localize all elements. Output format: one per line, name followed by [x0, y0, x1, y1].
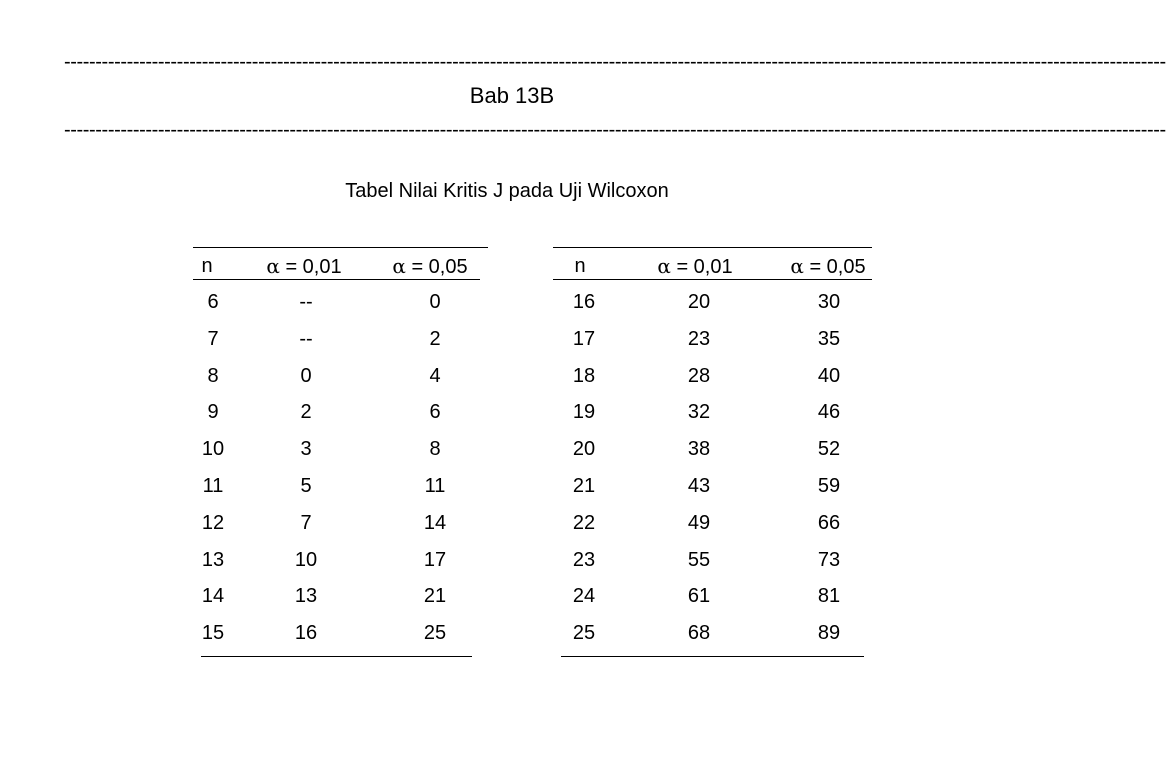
cell-alpha-001: -- [299, 291, 313, 313]
cell-alpha-005: 73 [817, 548, 841, 571]
cell-alpha-001: 10 [294, 548, 318, 571]
cell-alpha-005: 8 [429, 438, 441, 461]
cell-n: 16 [572, 291, 596, 313]
cell-alpha-001: 61 [687, 585, 711, 608]
cell-alpha-001: 32 [687, 401, 711, 424]
cell-alpha-001: 68 [687, 622, 711, 645]
cell-alpha-005: 11 [424, 475, 446, 497]
cell-alpha-001: 38 [687, 438, 711, 461]
page-heading: Bab 13B [469, 83, 555, 108]
cell-n: 25 [572, 622, 596, 645]
cell-n: 6 [207, 291, 219, 313]
cell-alpha-005: 81 [817, 585, 841, 608]
left-table-header-rule [193, 279, 480, 280]
right-table-header-rule [553, 279, 872, 280]
header-n: n [201, 255, 213, 277]
cell-alpha-005: 46 [817, 401, 841, 424]
cell-alpha-005: 66 [817, 511, 841, 534]
cell-alpha-001: 2 [300, 401, 312, 424]
cell-alpha-001: 20 [687, 291, 711, 313]
cell-n: 17 [572, 327, 596, 350]
cell-n: 12 [201, 511, 225, 534]
left-table-top-rule [193, 247, 488, 248]
cell-alpha-001: 7 [300, 511, 312, 534]
cell-alpha-005: 17 [423, 548, 447, 571]
cell-alpha-001: 16 [294, 622, 318, 645]
cell-alpha-001: 43 [687, 475, 711, 497]
cell-n: 21 [572, 475, 596, 497]
header-alpha-001: α = 0,01 [266, 254, 342, 278]
cell-alpha-001: 13 [294, 585, 318, 608]
right-table-top-rule [553, 247, 872, 248]
cell-alpha-005: 14 [423, 511, 447, 534]
cell-n: 11 [202, 475, 224, 497]
cell-alpha-005: 25 [423, 622, 447, 645]
cell-n: 15 [201, 622, 225, 645]
dashed-separator-top: -------------------------------------------------------------------------------------------------------------------------------------------------------------------------------- [64, 51, 1166, 73]
header-alpha-001: α = 0,01 [657, 254, 733, 278]
cell-alpha-001: 3 [300, 438, 312, 461]
cell-n: 8 [207, 364, 219, 387]
cell-alpha-001: -- [299, 327, 313, 350]
cell-n: 7 [207, 327, 219, 350]
cell-n: 22 [572, 511, 596, 534]
cell-alpha-001: 55 [687, 548, 711, 571]
right-table-bottom-rule [561, 656, 864, 657]
cell-alpha-001: 0 [300, 364, 312, 387]
cell-alpha-005: 2 [429, 327, 441, 350]
cell-n: 19 [572, 401, 596, 424]
cell-n: 18 [572, 364, 596, 387]
dashed-separator-bottom: -------------------------------------------------------------------------------------------------------------------------------------------------------------------------------- [64, 119, 1166, 141]
cell-alpha-005: 89 [817, 622, 841, 645]
cell-n: 23 [572, 548, 596, 571]
cell-alpha-001: 23 [687, 327, 711, 350]
cell-alpha-001: 49 [687, 511, 711, 534]
cell-alpha-005: 30 [817, 291, 841, 313]
cell-n: 14 [201, 585, 225, 608]
cell-n: 13 [201, 548, 225, 571]
table-title: Tabel Nilai Kritis J pada Uji Wilcoxon [345, 180, 669, 202]
cell-alpha-005: 35 [817, 327, 841, 350]
cell-n: 24 [572, 585, 596, 608]
cell-alpha-005: 52 [817, 438, 841, 461]
cell-alpha-001: 28 [687, 364, 711, 387]
header-alpha-005: α = 0,05 [392, 254, 468, 278]
cell-alpha-005: 40 [817, 364, 841, 387]
header-alpha-005: α = 0,05 [790, 254, 866, 278]
header-n: n [574, 255, 586, 277]
cell-n: 20 [572, 438, 596, 461]
cell-alpha-005: 21 [423, 585, 447, 608]
cell-alpha-001: 5 [300, 475, 312, 497]
cell-alpha-005: 6 [429, 401, 441, 424]
cell-n: 9 [207, 401, 219, 424]
left-table-bottom-rule [201, 656, 472, 657]
cell-n: 10 [201, 438, 225, 461]
cell-alpha-005: 4 [429, 364, 441, 387]
cell-alpha-005: 0 [429, 291, 441, 313]
cell-alpha-005: 59 [817, 475, 841, 497]
